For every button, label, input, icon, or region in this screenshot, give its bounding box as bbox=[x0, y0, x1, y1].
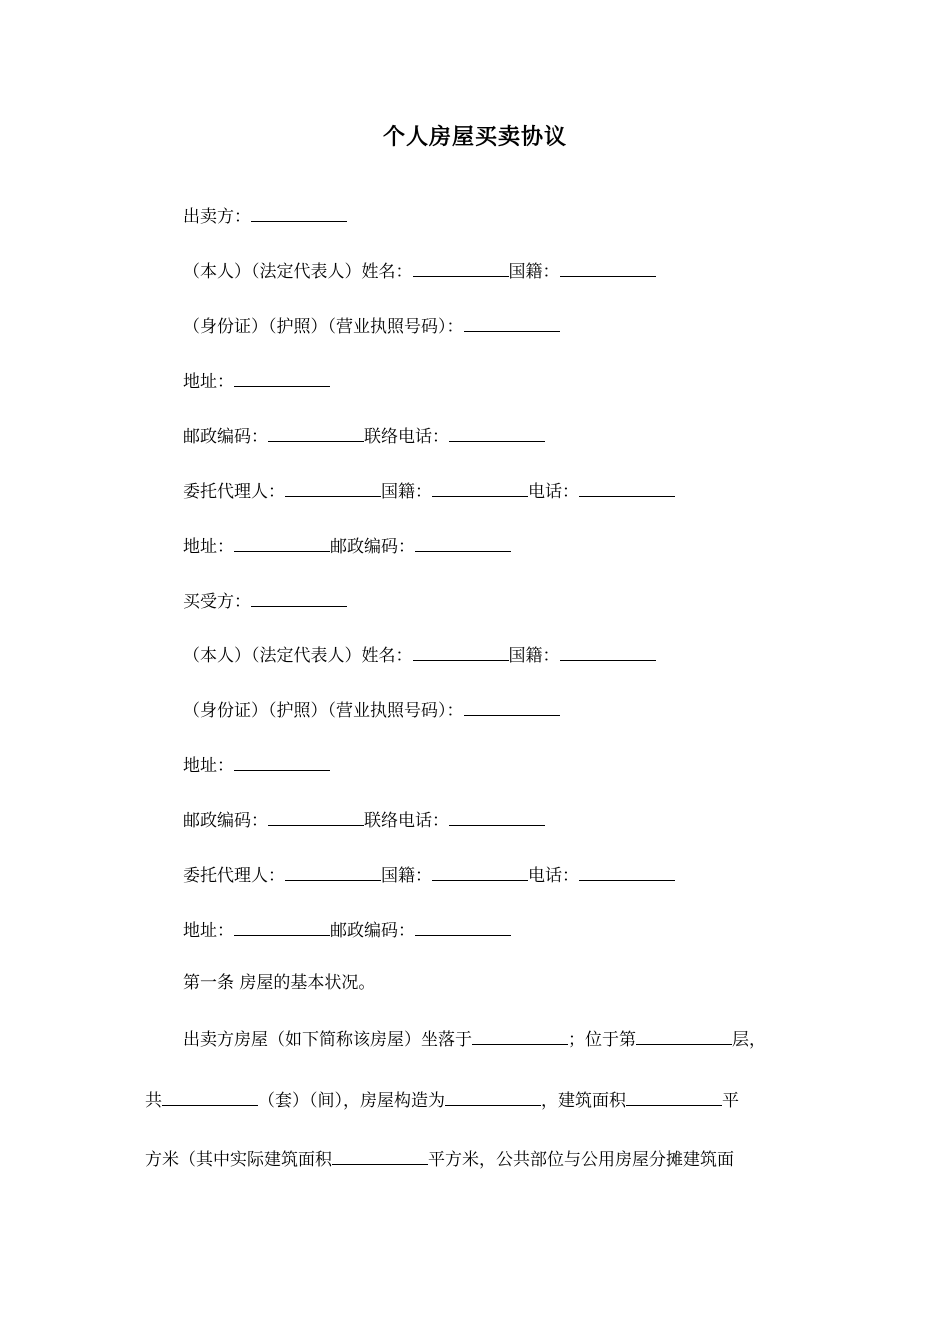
blank-line bbox=[449, 423, 545, 442]
article1-line2-d: 平 bbox=[722, 1091, 739, 1111]
blank-line bbox=[251, 203, 347, 222]
blank-line bbox=[234, 533, 330, 552]
seller-agent-address-line bbox=[183, 533, 511, 559]
seller-id-prefix: （身份证）（护照）（营业执照号码）： bbox=[183, 317, 464, 337]
seller-id-line bbox=[183, 313, 560, 339]
blank-line bbox=[464, 697, 560, 716]
blank-line bbox=[560, 258, 656, 277]
blank-line bbox=[234, 752, 330, 771]
buyer-postal-line bbox=[183, 807, 545, 833]
blank-line bbox=[449, 807, 545, 826]
seller-address-label: 地址： bbox=[183, 372, 234, 392]
buyer-nationality-label: 国籍： bbox=[508, 646, 560, 666]
buyer-agent-line bbox=[183, 862, 675, 888]
article1-line2 bbox=[145, 1087, 739, 1113]
buyer-agent-phone-label: 电话： bbox=[528, 866, 579, 886]
buyer-label: 买受方： bbox=[183, 592, 251, 612]
seller-nationality-label: 国籍： bbox=[508, 262, 560, 282]
article1-line3-a: 方米（其中实际建筑面积 bbox=[145, 1150, 332, 1170]
blank-line bbox=[251, 588, 347, 607]
article1-line1-b: ；位于第 bbox=[568, 1030, 636, 1050]
blank-line bbox=[268, 423, 364, 442]
article1-line1-c: 层， bbox=[732, 1030, 766, 1050]
blank-line bbox=[579, 478, 675, 497]
article1-heading: 第一条 房屋的基本状况。 bbox=[183, 973, 376, 993]
buyer-address-label: 地址： bbox=[183, 756, 234, 776]
article1-line1 bbox=[183, 1026, 766, 1052]
blank-line bbox=[432, 862, 528, 881]
blank-line bbox=[285, 478, 381, 497]
blank-line bbox=[445, 1087, 541, 1106]
seller-name-line bbox=[183, 258, 656, 284]
seller-agent-phone-label: 电话： bbox=[528, 482, 579, 502]
buyer-agent-address-line bbox=[183, 917, 511, 943]
buyer-phone-label: 联络电话： bbox=[364, 811, 449, 831]
article1-line3-b: 平方米，公共部位与公用房屋分摊建筑面 bbox=[428, 1150, 734, 1170]
article1-line2-a: 共 bbox=[145, 1091, 162, 1111]
buyer-id-line bbox=[183, 697, 560, 723]
blank-line bbox=[285, 862, 381, 881]
blank-line bbox=[636, 1026, 732, 1045]
seller-postal-line bbox=[183, 423, 545, 449]
seller-label: 出卖方： bbox=[183, 207, 251, 227]
buyer-name-prefix: （本人）（法定代表人）姓名： bbox=[183, 646, 413, 666]
seller-phone-label: 联络电话： bbox=[364, 427, 449, 447]
blank-line bbox=[413, 258, 509, 277]
blank-line bbox=[579, 862, 675, 881]
seller-agent-postal-label: 邮政编码： bbox=[330, 537, 415, 557]
seller-postal-label: 邮政编码： bbox=[183, 427, 268, 447]
seller-agent-label: 委托代理人： bbox=[183, 482, 285, 502]
seller-agent-address-label: 地址： bbox=[183, 537, 234, 557]
buyer-agent-postal-label: 邮政编码： bbox=[330, 921, 415, 941]
blank-line bbox=[415, 917, 511, 936]
article1-line2-b: （套）（间），房屋构造为 bbox=[258, 1091, 445, 1111]
blank-line bbox=[162, 1087, 258, 1106]
blank-line bbox=[234, 917, 330, 936]
document-title: 个人房屋买卖协议 bbox=[382, 124, 567, 150]
buyer-agent-address-label: 地址： bbox=[183, 921, 234, 941]
seller-agent-line bbox=[183, 478, 675, 504]
buyer-agent-nationality-label: 国籍： bbox=[381, 866, 432, 886]
blank-line bbox=[234, 368, 330, 387]
seller-address-line bbox=[183, 368, 330, 394]
seller-agent-nationality-label: 国籍： bbox=[381, 482, 432, 502]
blank-line bbox=[332, 1146, 428, 1165]
buyer-postal-label: 邮政编码： bbox=[183, 811, 268, 831]
buyer-agent-label: 委托代理人： bbox=[183, 866, 285, 886]
buyer-label-line bbox=[183, 588, 347, 614]
blank-line bbox=[268, 807, 364, 826]
article1-line2-c: ，建筑面积 bbox=[541, 1091, 626, 1111]
seller-name-prefix: （本人）（法定代表人）姓名： bbox=[183, 262, 413, 282]
article1-line3 bbox=[145, 1146, 734, 1172]
seller-label-line bbox=[183, 203, 347, 229]
blank-line bbox=[413, 642, 509, 661]
blank-line bbox=[464, 313, 560, 332]
blank-line bbox=[415, 533, 511, 552]
buyer-address-line bbox=[183, 752, 330, 778]
article1-line1-a: 出卖方房屋（如下简称该房屋）坐落于 bbox=[183, 1030, 472, 1050]
blank-line bbox=[626, 1087, 722, 1106]
buyer-name-line bbox=[183, 642, 656, 668]
blank-line bbox=[472, 1026, 568, 1045]
blank-line bbox=[432, 478, 528, 497]
blank-line bbox=[560, 642, 656, 661]
buyer-id-prefix: （身份证）（护照）（营业执照号码）： bbox=[183, 701, 464, 721]
